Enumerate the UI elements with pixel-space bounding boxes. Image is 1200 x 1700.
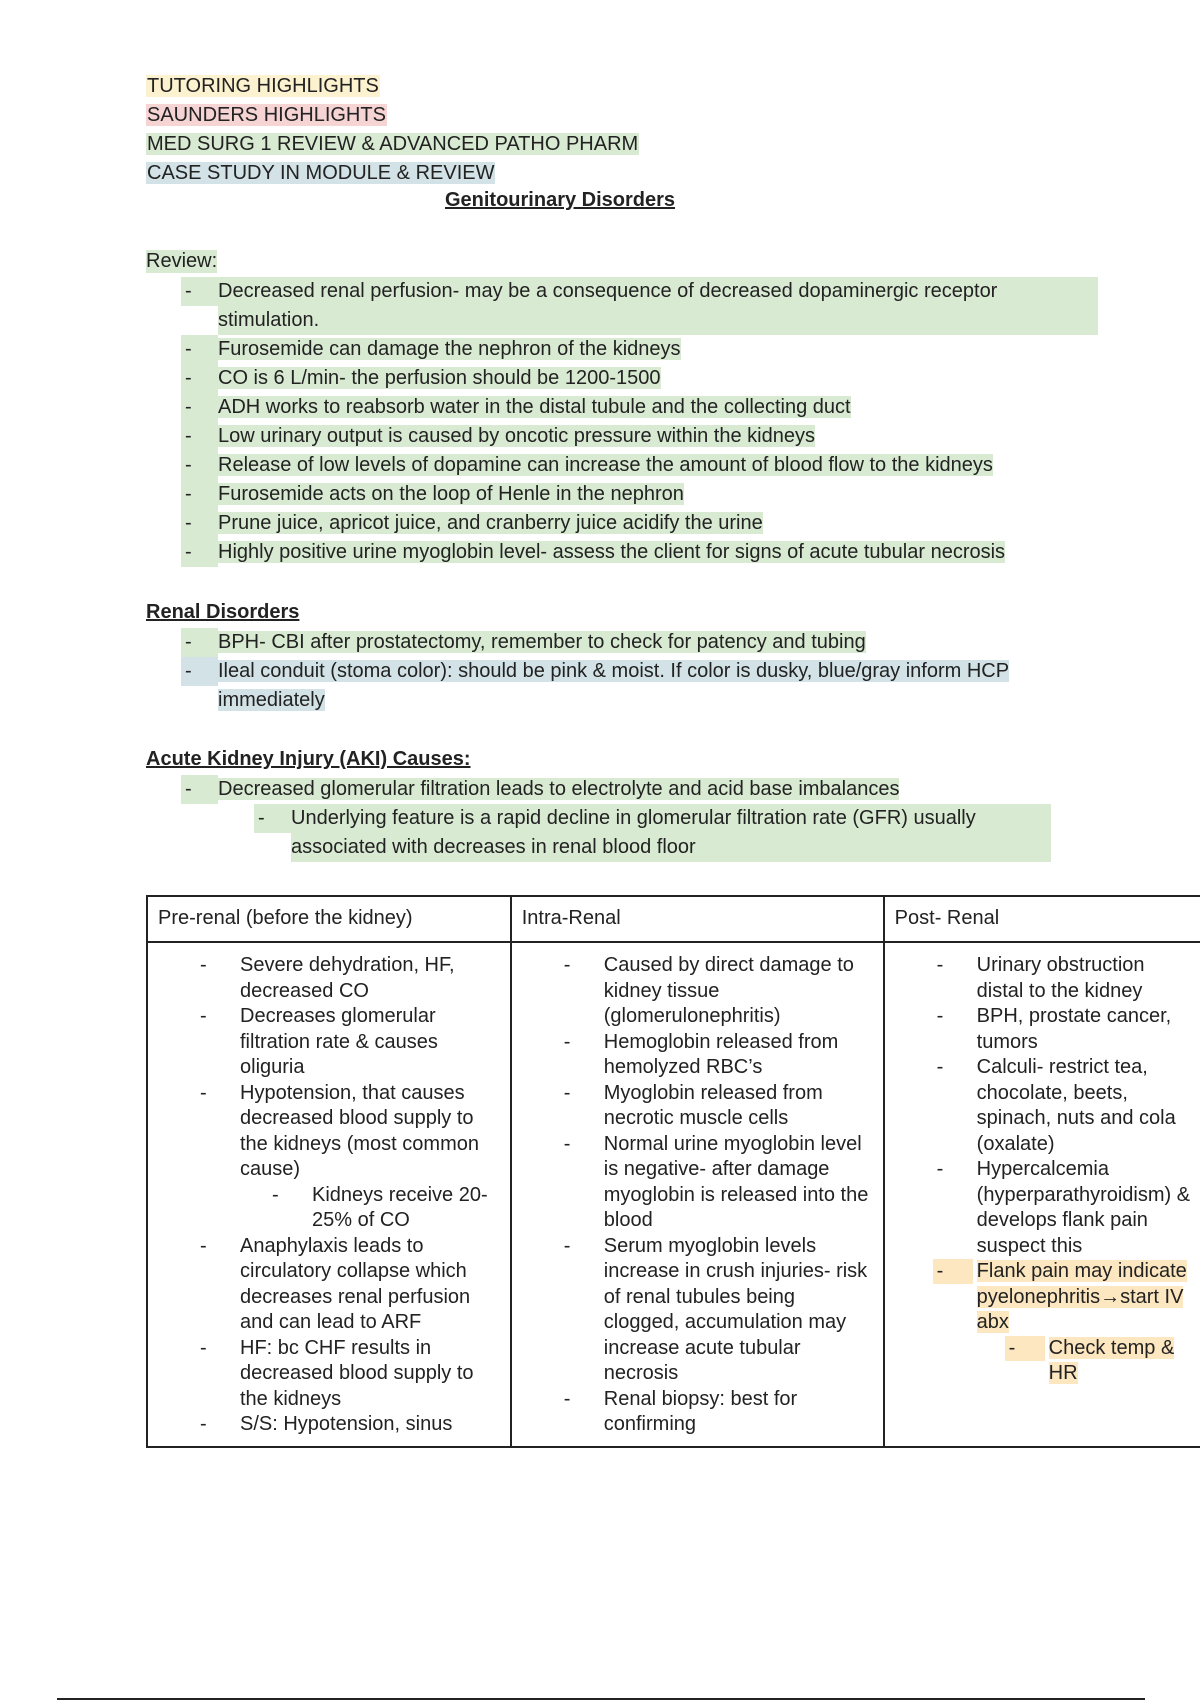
list-item: - Prune juice, apricot juice, and cranberry juice acidify the urine xyxy=(181,509,1081,538)
dash-bullet xyxy=(181,364,218,393)
list-item: - Flank pain may indicate pyelonephritis→start IV abx - Check temp & HR xyxy=(933,1259,1194,1387)
dash-bullet xyxy=(560,953,600,978)
prerenal-list xyxy=(158,953,500,1438)
list-item: - Normal urine myoglobin level is negative- after damage myoglobin is released into the blood xyxy=(560,1132,873,1234)
dash-bullet xyxy=(268,1183,308,1208)
dash-bullet xyxy=(181,628,218,657)
list-item: - Hypercalcemia (hyperparathyroidism) & develops flank pain suspect this xyxy=(933,1157,1194,1259)
dash-bullet xyxy=(181,335,218,364)
table-header-row xyxy=(147,896,1200,942)
dash-bullet xyxy=(196,1004,236,1029)
dash-bullet xyxy=(181,480,218,509)
list-item: - BPH- CBI after prostatectomy, remember to check for patency and tubing xyxy=(181,628,1081,657)
renal-disorders-list xyxy=(181,628,1081,715)
postrenal-list xyxy=(895,953,1194,1387)
dash-bullet xyxy=(560,1132,600,1157)
prerenal-cell xyxy=(147,942,511,1447)
list-item: - Anaphylaxis leads to circulatory collapse which decreases renal perfusion and can lead to ARF xyxy=(196,1234,500,1336)
list-item: - Hypotension, that causes decreased blood supply to the kidneys (most common cause) - Kidneys receive 20-25% of CO xyxy=(196,1081,500,1234)
dash-bullet xyxy=(196,1336,236,1361)
legend-item-med-surg: MED SURG 1 REVIEW & ADVANCED PATHO PHARM xyxy=(147,133,639,155)
dash-bullet xyxy=(254,804,291,833)
list-item: - Caused by direct damage to kidney tissue (glomerulonephritis) xyxy=(560,953,873,1030)
table-row xyxy=(147,942,1200,1447)
dash-bullet xyxy=(181,451,218,480)
column-header-intrarenal: Intra-Renal xyxy=(511,896,884,942)
dash-bullet xyxy=(181,657,218,686)
list-item: - Kidneys receive 20-25% of CO xyxy=(268,1183,500,1234)
dash-bullet xyxy=(933,953,973,978)
dash-bullet xyxy=(181,393,218,422)
list-item: - Severe dehydration, HF, decreased CO xyxy=(196,953,500,1004)
list-item: - CO is 6 L/min- the perfusion should be 1200-1500 xyxy=(181,364,1081,393)
list-item: - S/S: Hypotension, sinus xyxy=(196,1412,500,1438)
list-item: - Renal biopsy: best for confirming xyxy=(560,1387,873,1438)
dash-bullet xyxy=(196,1234,236,1259)
aki-heading: Acute Kidney Injury (AKI) Causes: xyxy=(146,748,471,770)
dash-bullet xyxy=(181,775,218,804)
dash-bullet xyxy=(933,1259,973,1284)
dash-bullet xyxy=(196,1412,236,1437)
list-item: - Urinary obstruction distal to the kidney xyxy=(933,953,1194,1004)
list-item: - Decreased glomerular filtration leads to electrolyte and acid base imbalances xyxy=(181,775,1081,804)
prerenal-sublist xyxy=(240,1183,500,1234)
highlight-legend xyxy=(146,72,639,188)
list-item: - Furosemide acts on the loop of Henle in the nephron xyxy=(181,480,1081,509)
list-item: - BPH, prostate cancer, tumors xyxy=(933,1004,1194,1055)
dash-bullet xyxy=(181,277,218,306)
legend-item-case-study: CASE STUDY IN MODULE & REVIEW xyxy=(147,162,495,184)
postrenal-cell xyxy=(884,942,1200,1447)
aki-list xyxy=(181,775,1081,804)
aki-sublist xyxy=(254,804,1074,862)
dash-bullet xyxy=(196,1081,236,1106)
dash-bullet xyxy=(181,422,218,451)
legend-item-tutoring: TUTORING HIGHLIGHTS xyxy=(147,75,379,97)
list-item: - Low urinary output is caused by oncotic pressure within the kidneys xyxy=(181,422,1081,451)
list-item: - Serum myoglobin levels increase in crush injuries- risk of renal tubules being clogged, accumulation may increase acute tubular necrosis xyxy=(560,1234,873,1387)
list-item: - Highly positive urine myoglobin level- assess the client for signs of acute tubular necrosis xyxy=(181,538,1081,567)
column-header-prerenal: Pre-renal (before the kidney) xyxy=(147,896,511,942)
list-item: - HF: bc CHF results in decreased blood supply to the kidneys xyxy=(196,1336,500,1413)
column-header-postrenal: Post- Renal xyxy=(884,896,1200,942)
legend-item-saunders: SAUNDERS HIGHLIGHTS xyxy=(147,104,386,126)
dash-bullet xyxy=(196,953,236,978)
review-label: Review: xyxy=(146,250,218,272)
intrarenal-cell xyxy=(511,942,884,1447)
dash-bullet xyxy=(560,1387,600,1412)
renal-disorders-heading: Renal Disorders xyxy=(146,601,300,623)
dash-bullet xyxy=(560,1081,600,1106)
dash-bullet xyxy=(181,538,218,567)
list-item: - Calculi- restrict tea, chocolate, beets, spinach, nuts and cola (oxalate) xyxy=(933,1055,1194,1157)
dash-bullet xyxy=(933,1004,973,1029)
dash-bullet xyxy=(560,1234,600,1259)
page-title: Genitourinary Disorders xyxy=(444,189,676,211)
list-item: - Underlying feature is a rapid decline in glomerular filtration rate (GFR) usually associated with decreases in renal blood floor xyxy=(254,804,1074,862)
dash-bullet xyxy=(933,1157,973,1182)
dash-bullet xyxy=(1005,1336,1045,1361)
list-item: - Check temp & HR xyxy=(1005,1336,1194,1387)
review-list xyxy=(181,277,1081,567)
dash-bullet xyxy=(560,1030,600,1055)
list-item: - ADH works to reabsorb water in the distal tubule and the collecting duct xyxy=(181,393,1081,422)
dash-bullet xyxy=(181,509,218,538)
list-item: - Ileal conduit (stoma color): should be pink & moist. If color is dusky, blue/gray inform HCP immediately xyxy=(181,657,1081,715)
list-item: - Decreased renal perfusion- may be a consequence of decreased dopaminergic receptor stimulation. xyxy=(181,277,1081,335)
postrenal-sublist xyxy=(977,1336,1194,1387)
dash-bullet xyxy=(933,1055,973,1080)
list-item: - Decreases glomerular filtration rate & causes oliguria xyxy=(196,1004,500,1081)
list-item: - Myoglobin released from necrotic muscle cells xyxy=(560,1081,873,1132)
aki-causes-table xyxy=(146,895,1200,1448)
list-item: - Hemoglobin released from hemolyzed RBC’s xyxy=(560,1030,873,1081)
list-item: - Release of low levels of dopamine can increase the amount of blood flow to the kidneys xyxy=(181,451,1081,480)
intrarenal-list xyxy=(522,953,873,1438)
list-item: - Furosemide can damage the nephron of the kidneys xyxy=(181,335,1081,364)
